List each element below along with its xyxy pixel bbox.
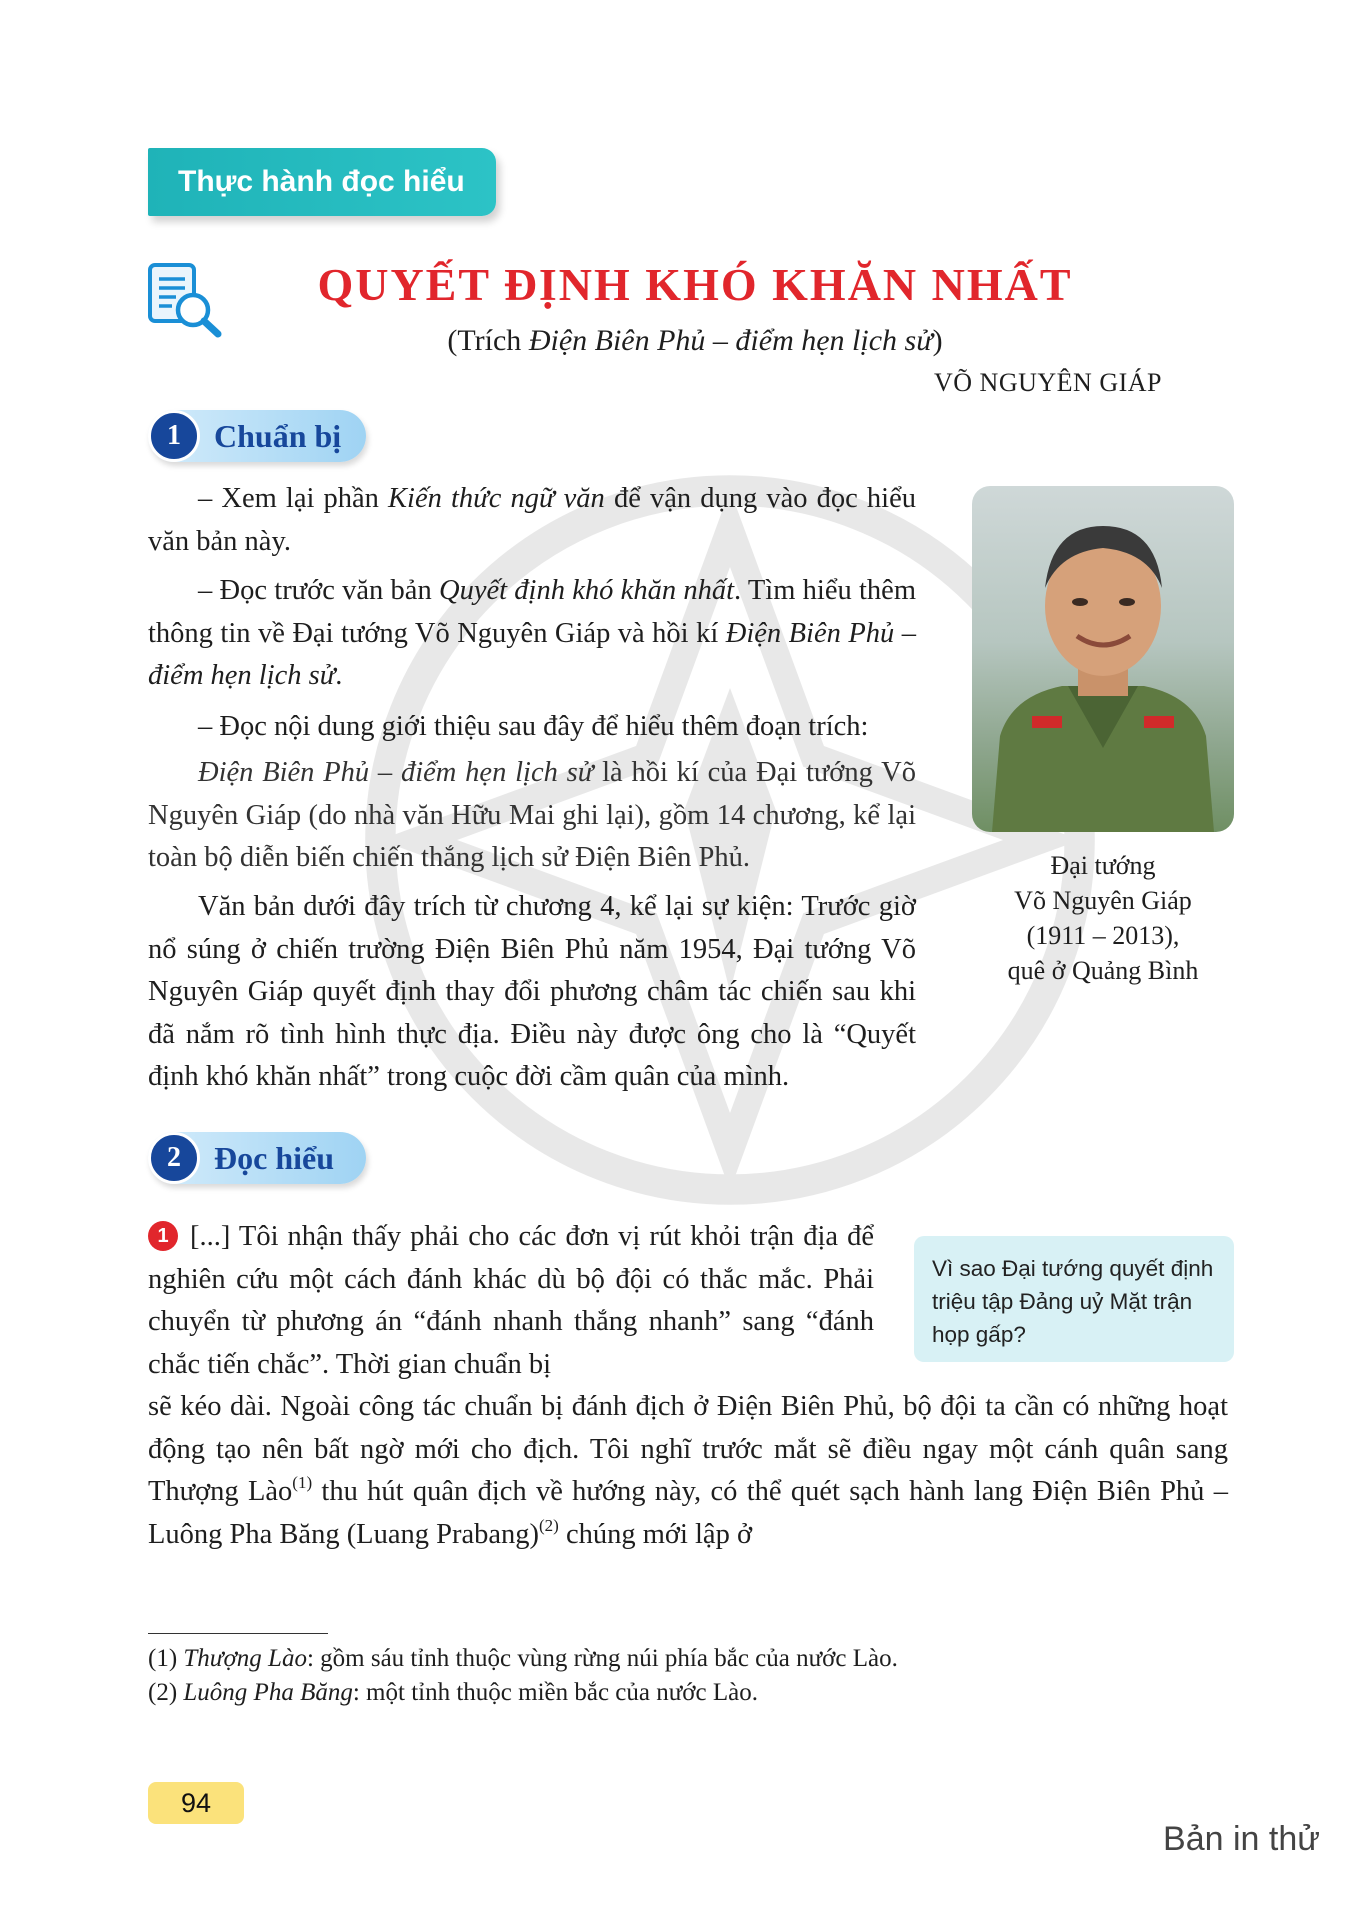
section-tab: Thực hành đọc hiểu (148, 148, 496, 216)
section-number: 1 (148, 410, 200, 462)
footnote-divider (148, 1633, 328, 1634)
prep-paragraph-1: – Xem lại phần Kiến thức ngữ văn để vận dụng vào đọc hiểu văn bản này. (148, 483, 916, 557)
portrait-caption: Đại tướng Võ Nguyên Giáp (1911 – 2013), quê ở Quảng Bình (1007, 851, 1199, 985)
subtitle: (Trích Điện Biên Phủ – điểm hẹn lịch sử) (447, 324, 943, 357)
footnote-ref-1: (1) (292, 1473, 313, 1492)
footnote-1: (1) Thượng Lào: gồm sáu tỉnh thuộc vùng rừng núi phía bắc của nước Lào. (148, 1645, 898, 1672)
context-paragraph: Văn bản dưới đây trích từ chương 4, kể lại sự kiện: Trước giờ nổ súng ở chiến trường Điện Biên Phủ năm 1954, Đại tướng Võ Nguyên Giáp quyết định thay đổi phương châm tác chiến sau khi đã nắm rõ tình hình thực địa. Điều này được ông cho là “Quyết định khó khăn nhất” trong cuộc đời cầm quân của mình. (148, 891, 916, 1092)
footnote-2: (2) Luông Pha Băng: một tỉnh thuộc miền bắc của nước Lào. (148, 1679, 758, 1706)
footnote-ref-2: (2) (539, 1515, 559, 1535)
reading-paragraph-part1: 1 [...] Tôi nhận thấy phải cho các đơn vị rút khỏi trận địa để nghiên cứu một cách đánh khác dù bộ đội có thắc mắc. Phải chuyển từ phương án “đánh nhanh thắng nhanh” sang “đánh chắc tiến chắc”. Thời gian chuẩn bị (148, 1221, 874, 1380)
prep-paragraph-3: – Đọc nội dung giới thiệu sau đây để hiểu thêm đoạn trích: (198, 711, 869, 742)
section-number: 2 (148, 1132, 200, 1184)
author: VÕ NGUYÊN GIÁP (934, 368, 1162, 397)
section-heading-reading (148, 1132, 366, 1184)
question-marker: 1 (148, 1221, 178, 1251)
reading-paragraph-part2: sẽ kéo dài. Ngoài công tác chuẩn bị đánh địch ở Điện Biên Phủ, bộ đội ta cần có những hoạt động tạo nên bất ngờ mới cho địch. Tôi nghĩ trước mắt sẽ điều ngay một cánh quân sang Thượng Lào$^{(1)}$ thu hút quân địch về hướng này, có thể quét sạch hành lang Điện Biên Phủ – Luông Pha Băng (Luang Prabang)$^{(2)}$ chúng mới lập ở (148, 1391, 1228, 1550)
portrait-illustration (972, 486, 1234, 832)
section-heading-prepare (148, 410, 366, 462)
document-title: QUYẾT ĐỊNH KHÓ KHĂN NHẤT (317, 259, 1073, 310)
question-box: Vì sao Đại tướng quyết định triệu tập Đảng uỷ Mặt trận họp gấp? (914, 1236, 1234, 1362)
proof-label: Bản in thử (1163, 1820, 1320, 1858)
section-label: Đọc hiểu (214, 1140, 334, 1176)
section-label: Chuẩn bị (214, 418, 342, 454)
prep-paragraph-2: – Đọc trước văn bản Quyết định khó khăn nhất. Tìm hiểu thêm thông tin về Đại tướng Võ Nguyên Giáp và hồi kí Điện Biên Phủ – điểm hẹn lịch sử. (148, 575, 916, 691)
portrait-photo (972, 486, 1234, 832)
page-number: 94 (148, 1782, 244, 1824)
intro-paragraph: Điện Biên Phủ – điểm hẹn lịch sử là hồi kí của Đại tướng Võ Nguyên Giáp (do nhà văn Hữu Mai ghi lại), gồm 14 chương, kể lại toàn bộ diễn biến chiến thắng lịch sử Điện Biên Phủ. (148, 757, 916, 873)
